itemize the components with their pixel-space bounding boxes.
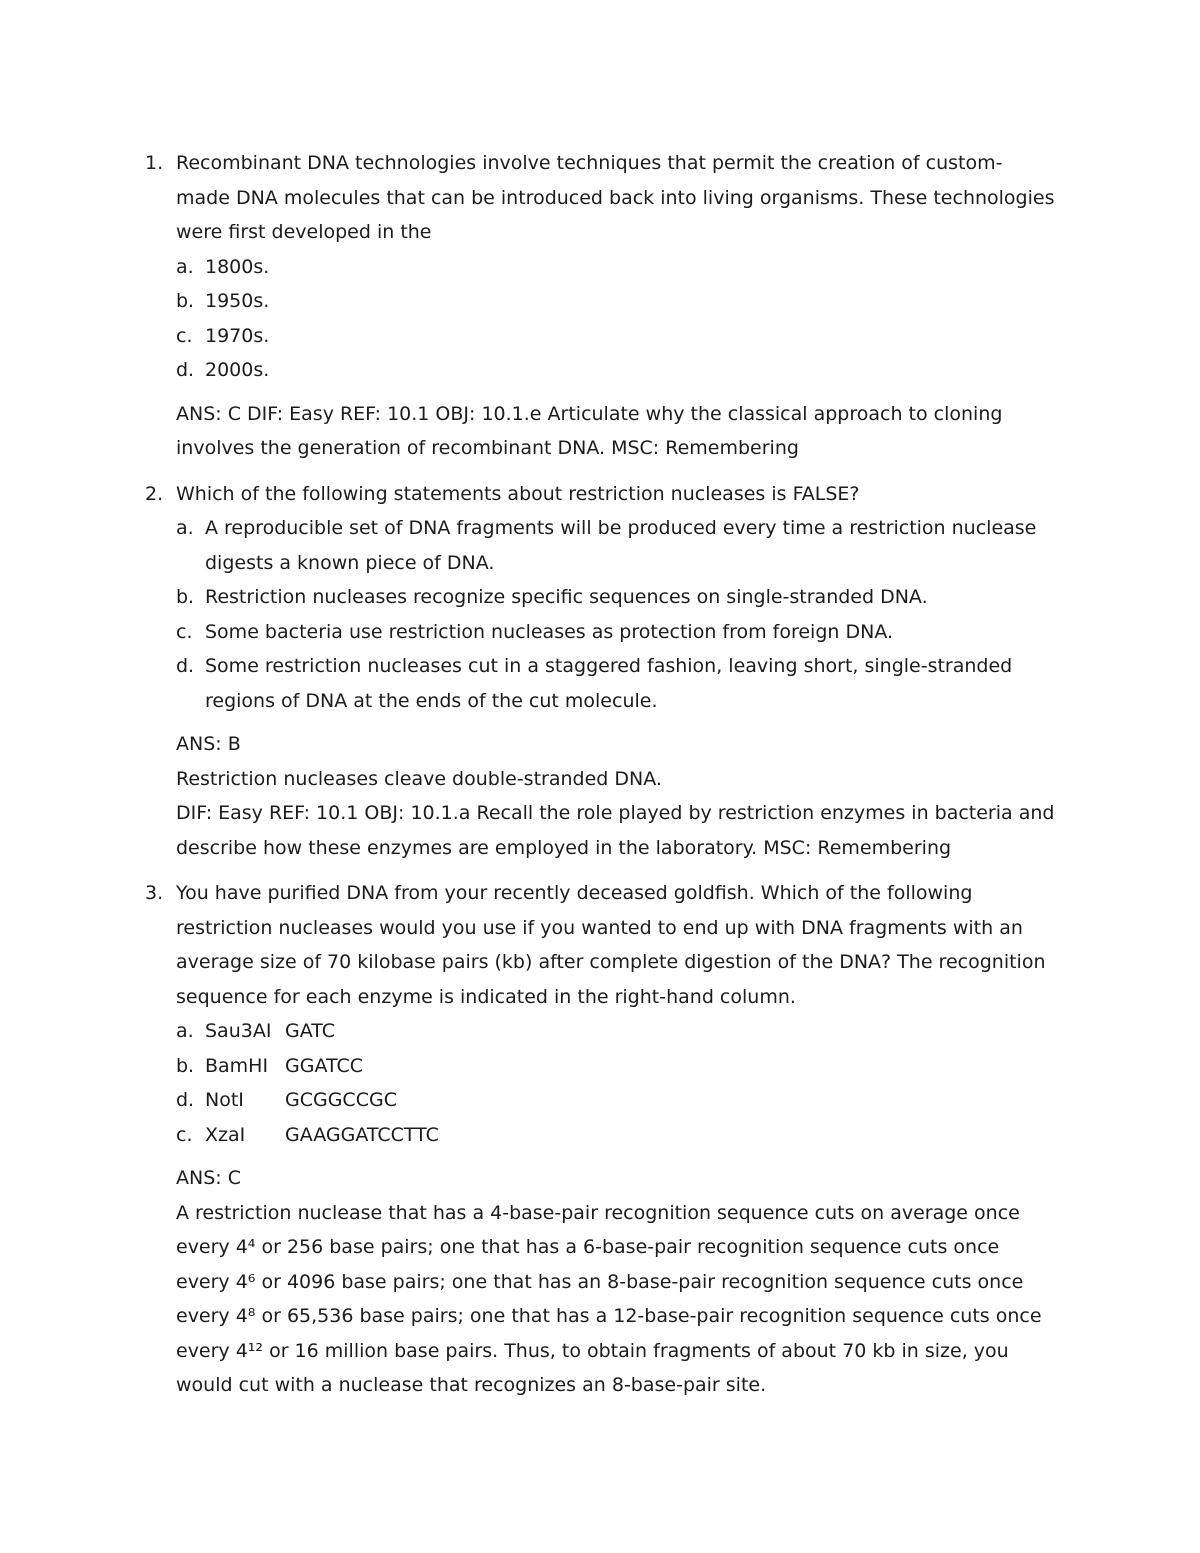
option-c — [176, 1118, 1055, 1153]
question-3-head — [145, 876, 1055, 1014]
option-letter: d. — [176, 359, 195, 381]
enzyme-name: BamHI — [205, 1054, 269, 1077]
question-1-options — [176, 250, 1055, 388]
answer-block — [176, 1161, 1055, 1403]
question-2-options — [176, 511, 1055, 718]
option-text: 1950s. — [205, 290, 270, 312]
option-text: Restriction nucleases recognize specific sequences on single-stranded DNA. — [205, 586, 928, 608]
option-c — [176, 615, 1055, 650]
option-letter: d. — [176, 655, 195, 677]
question-number: 2. — [145, 482, 164, 505]
option-letter: c. — [176, 324, 193, 347]
option-letter: d. — [176, 1089, 195, 1111]
recognition-sequence: GGATCC — [285, 1054, 363, 1077]
answer-rationale: A restriction nuclease that has a 4-base-pair recognition sequence cuts on average once every 4⁴ or 256 base pairs; one that has a 6-base-pair recognition sequence cuts once every 4⁶ or 4096 base pairs; one that has an 8-base-pair recognition sequence cuts once every 4⁸ or 65,536 base pairs; one that has a 12-base-pair recognition sequence cuts once every 4¹² or 16 million base pairs. Thus, to obtain fragments of about 70 kb in size, you would cut with a nuclease that recognizes an 8-base-pair site. — [176, 1201, 1042, 1396]
question-3-options — [176, 1014, 1055, 1152]
option-letter: b. — [176, 586, 195, 608]
option-d — [176, 353, 1055, 388]
answer-metadata: DIF: Easy REF: 10.1 OBJ: 10.1.a Recall the role played by restriction enzymes in bacteria and describe how these enzymes are employed in the laboratory. MSC: Remembering — [176, 802, 1055, 859]
option-text: 1800s. — [205, 255, 270, 278]
option-text: 1970s. — [205, 324, 270, 347]
option-letter: b. — [176, 1054, 195, 1077]
option-b — [176, 1049, 1055, 1084]
answer-line: ANS: B — [176, 733, 241, 755]
question-number: 1. — [145, 152, 164, 174]
question-2-head — [145, 477, 1055, 512]
question-prompt: Which of the following statements about restriction nucleases is FALSE? — [176, 482, 860, 505]
recognition-sequence: GAAGGATCCTTC — [285, 1123, 439, 1146]
option-letter: c. — [176, 620, 193, 643]
question-prompt: Recombinant DNA technologies involve techniques that permit the creation of custom-made DNA molecules that can be introduced back into living organisms. These technologies were first developed in the — [176, 152, 1055, 243]
option-c — [176, 319, 1055, 354]
option-letter: a. — [176, 1020, 194, 1042]
option-letter: c. — [176, 1123, 193, 1146]
question-3 — [145, 876, 1055, 1403]
option-a — [176, 511, 1055, 580]
enzyme-name: Sau3AI — [205, 1020, 272, 1042]
option-a — [176, 1014, 1055, 1049]
answer-block — [176, 397, 1055, 466]
option-b — [176, 580, 1055, 615]
option-a — [176, 250, 1055, 285]
option-d — [176, 649, 1055, 718]
option-text: Some restriction nucleases cut in a staggered fashion, leaving short, single-stranded regions of DNA at the ends of the cut molecule. — [205, 655, 1013, 712]
option-d — [176, 1083, 1055, 1118]
option-text: A reproducible set of DNA fragments will be produced every time a restriction nuclease digests a known piece of DNA. — [205, 517, 1037, 574]
question-number: 3. — [145, 882, 164, 904]
answer-line: ANS: C — [176, 1167, 241, 1189]
option-letter: a. — [176, 255, 194, 278]
question-2 — [145, 477, 1055, 866]
recognition-sequence: GATC — [285, 1020, 336, 1042]
enzyme-name: XzaI — [205, 1123, 246, 1146]
answer-block — [176, 727, 1055, 865]
question-prompt: You have purified DNA from your recently deceased goldfish. Which of the following restriction nucleases would you use if you wanted to end up with DNA fragments with an average size of 70 kilobase pairs (kb) after complete digestion of the DNA? The recognition sequence for each enzyme is indicated in the right-hand column. — [176, 882, 1046, 1008]
option-text: 2000s. — [205, 359, 270, 381]
enzyme-name: NotI — [205, 1089, 244, 1111]
question-1-head — [145, 146, 1055, 250]
answer-rationale: Restriction nucleases cleave double-stranded DNA. — [176, 767, 662, 790]
question-1 — [145, 146, 1055, 466]
option-letter: a. — [176, 517, 194, 539]
option-text: Some bacteria use restriction nucleases as protection from foreign DNA. — [205, 620, 894, 643]
recognition-sequence: GCGGCCGC — [285, 1089, 397, 1111]
option-b — [176, 284, 1055, 319]
option-letter: b. — [176, 290, 195, 312]
answer-line: ANS: C DIF: Easy REF: 10.1 OBJ: 10.1.e Articulate why the classical approach to cloning involves the generation of recombinant DNA. MSC: Remembering — [176, 402, 1003, 459]
